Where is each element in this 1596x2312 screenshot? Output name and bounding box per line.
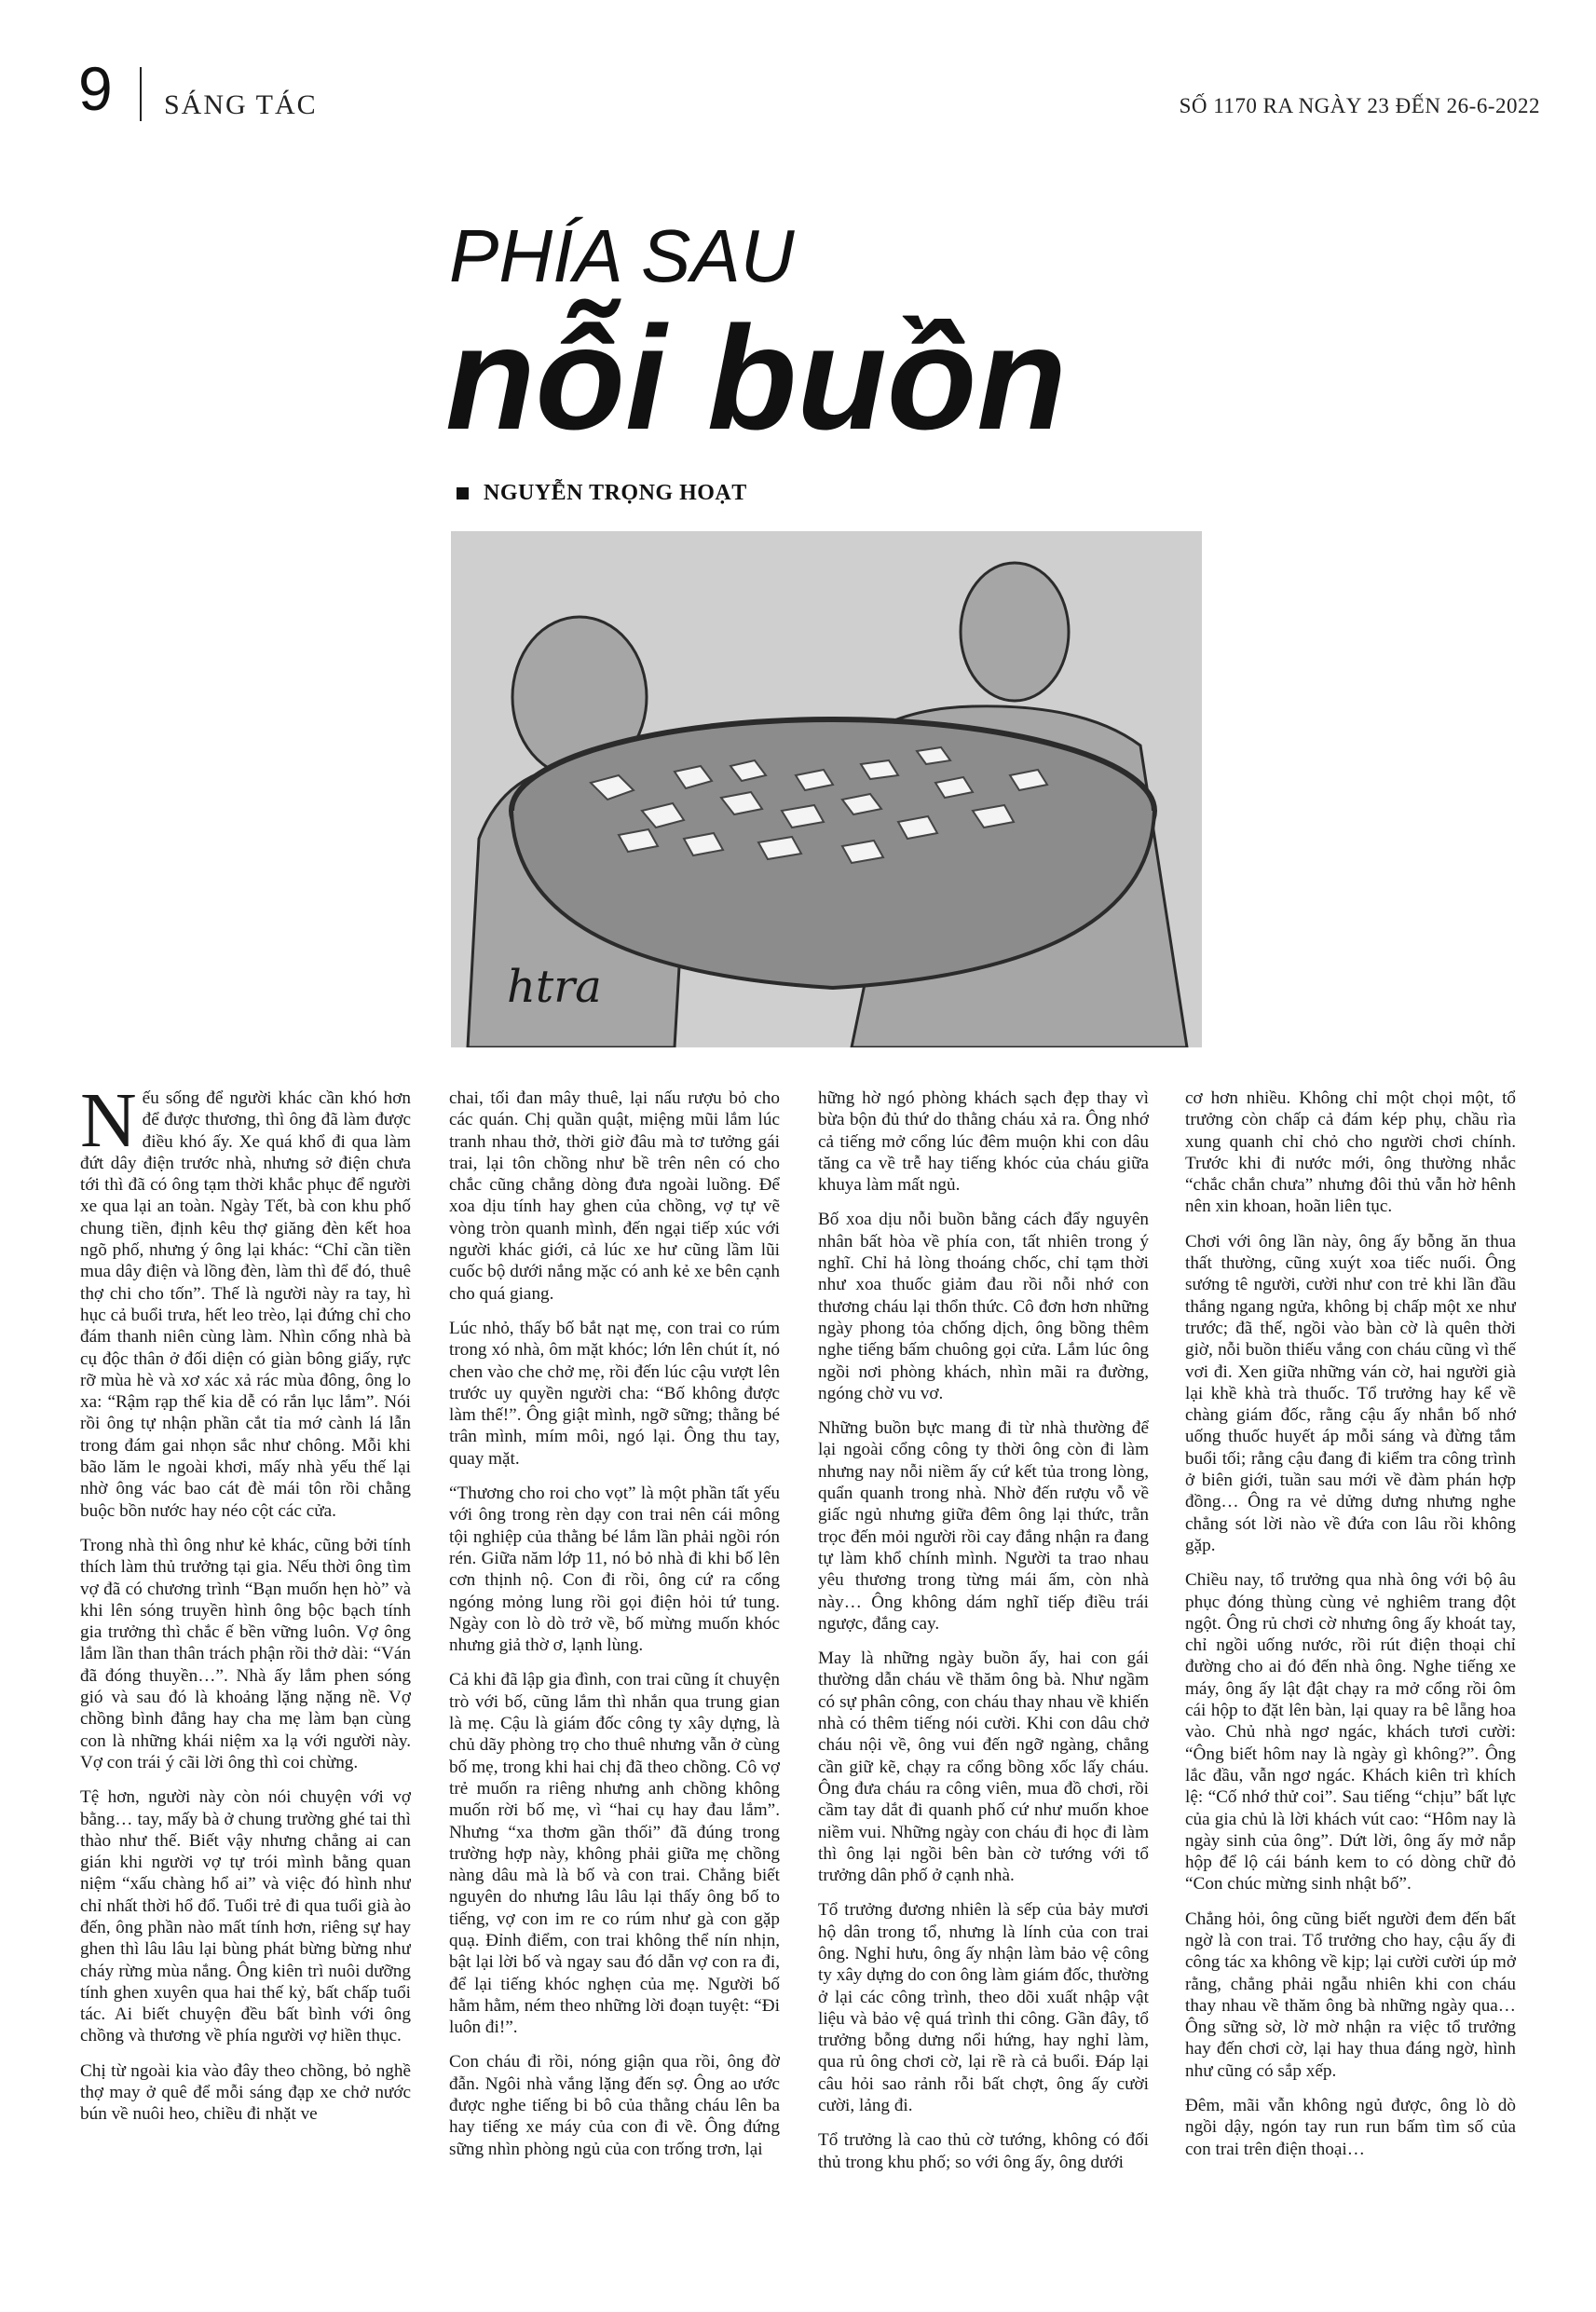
section-name: SÁNG TÁC	[164, 89, 318, 120]
byline-bullet-icon	[457, 487, 469, 499]
paragraph: Chơi với ông lần này, ông ấy bỗng ăn thua thất thường, cũng xuýt xoa tiếc nuối. Ông sướng tê người, cười như con trẻ khi lần đầu thắng ngang ngửa, không bị chấp một xe như trước; đã thế, ngồi vào bàn cờ là quên thời giờ, nỗi buồn thiếu vắng con cháu cũng vì thế vơi đi. Xen giữa những ván cờ, hai người già lại khề khà trà thuốc. Tổ trưởng hay kể về chàng giám đốc, rằng cậu ấy nhắn bố nhớ uống thuốc huyết áp mỗi sáng và đừng tắm buổi tối; rằng cậu đang đi kiểm tra công trình ở biên giới, tuần sau mới về đàm phán hợp đồng… Ông ra vẻ dửng dưng nhưng nghe chẳng sót lời nào về đứa con lâu rồi không gặp.	[1185, 1231, 1516, 1555]
paragraph: Bố xoa dịu nỗi buồn bằng cách đẩy nguyên nhân bất hòa về phía con, tất nhiên trong ý nghĩ. Chỉ hả lòng thoáng chốc, chỉ tạm thời như xoa thuốc giảm đau rồi nỗi nhớ con thương cháu lại thổn thức. Cô đơn hơn những ngày phong tỏa chống dịch, ông bồng thêm nghe tiếng bấm chuông gọi cửa. Lắm lúc ông ngồi nơi phòng khách, nhìn mãi ra đường, ngóng chờ vu vơ.	[818, 1210, 1149, 1403]
article-column-3	[818, 1088, 1149, 2269]
paragraph: Chiều nay, tổ trưởng qua nhà ông với bộ âu phục đóng thùng cùng vẻ nghiêm trang đột ngột. Ông rủ chơi cờ nhưng ông ấy khoát tay, chỉ ngồi uống nước, rồi rút điện thoại chỉ đường cho ai đó đến nhà ông. Nghe tiếng xe máy, ông ấy lật đật chạy ra mở cổng rồi ôm cái hộp to đặt lên bàn, lại quay ra bê lẵng hoa vào. Chủ nhà ngơ ngác, khách tươi cười: “Ông biết hôm nay là ngày gì không?”. Ông lắc đầu, vẫn ngơ ngác. Khách kiên trì khích lệ: “Cố nhớ thử coi”. Sau tiếng “chịu” bất lực của gia chủ là lời khách vút cao: “Hôm nay là ngày sinh của ông”. Dứt lời, ông ấy mở nắp hộp để lộ cái bánh kem to có dòng chữ đỏ “Con chúc mừng sinh nhật bố”.	[1185, 1570, 1516, 1895]
right-figure-head	[961, 563, 1069, 701]
header-divider	[140, 67, 142, 121]
article-illustration	[451, 531, 1202, 1047]
author-name: NGUYỄN TRỌNG HOẠT	[484, 481, 747, 505]
article-title-line-2: nỗi buồn	[445, 296, 1067, 460]
paragraph: cơ hơn nhiều. Không chỉ một chọi một, tổ trưởng còn chấp cả đám kép phụ, chầu rìa xung quanh chỉ chỏ cho người chơi chính. Trước khi đi nước mới, ông thường nhắc “chắc chắn chưa” nhưng đôi thủ vẫn hờ hênh nên xin khoan, hoãn liên tục.	[1185, 1088, 1516, 1217]
paragraph: Lúc nhỏ, thấy bố bắt nạt mẹ, con trai co rúm trong xó nhà, ôm mặt khóc; lớn lên chút ít, nó chen vào che chở mẹ, rồi đến lúc cậu vượt lên trước uy quyền người cha: “Bố không được làm thế!”. Ông giật mình, ngỡ sững; thằng bé trân mình, mím môi, ngó lại. Ông thu tay, quay mặt.	[449, 1318, 780, 1469]
paragraph: Tổ trưởng là cao thủ cờ tướng, không có đối thủ trong khu phố; so với ông ấy, ông dưới	[818, 2130, 1149, 2172]
paragraph: hững hờ ngó phòng khách sạch đẹp thay vì bừa bộn đủ thứ do thằng cháu xả ra. Ông nhớ cả tiếng mở cổng lúc đêm muộn khi con dâu tăng ca về trễ hay tiếng khóc của cháu giữa khuya làm mất ngủ.	[818, 1088, 1149, 1196]
paragraph: chai, tối đan mây thuê, lại nấu rượu bỏ cho các quán. Chị quần quật, miệng mũi lắm lúc tranh nhau thở, thời giờ đâu mà tơ tưởng gái trai, lại tôn chồng như bề trên nên có cho chắc cũng chẳng dòng đưa ngoài luồng. Để xoa dịu tính hay ghen của chồng, vợ tự vẽ vòng tròn quanh mình, đến ngại tiếp xúc với người khác giới, cả lúc xe hư cũng lầm lũi cuốc bộ dưới nắng mặc có anh kẻ xe bên cạnh cho quá giang.	[449, 1088, 780, 1304]
article-title-line-1: PHÍA SAU	[449, 214, 795, 297]
illustration-signature: htra	[507, 961, 602, 1013]
article-column-2	[449, 1088, 780, 2269]
byline	[457, 481, 747, 506]
paragraph: “Thương cho roi cho vọt” là một phần tất yếu với ông trong rèn dạy con trai nên cái mông tội nghiệp của thằng bé lắm lần phải ngồi rón rén. Giữa năm lớp 11, nó bỏ nhà đi khi bố lên cơn thịnh nộ. Con đi rồi, ông cứ ra cổng ngóng mỏng lung rồi gọi điện hỏi tứ tung. Ngày con lò dò trở về, bố mừng muốn khóc nhưng giả thờ ơ, lạnh lùng.	[449, 1484, 780, 1656]
paragraph: Cả khi đã lập gia đình, con trai cũng ít chuyện trò với bố, cũng lắm thì nhắn qua trung gian là mẹ. Cậu là giám đốc công ty xây dựng, là chủ dãy phòng trọ cho thuê nhưng vẫn ở cùng bố mẹ, trong khi hai chị đã theo chồng. Cô vợ trẻ muốn ra riêng nhưng anh chồng không muốn rời bố mẹ, vì “hai cụ hay đau lắm”. Nhưng “xa thơm gần thối” đã đúng trong trường hợp này, không phải giữa mẹ chồng nàng dâu mà là bố và con trai. Chẳng biết nguyên do nhưng lâu lâu lại thấy ông bố to tiếng, vợ con im re co rúm như gà con gặp quạ. Đỉnh điểm, con trai không thể nín nhịn, bật lại lời bố và ngay sau đó dẫn vợ con ra đi, để lại tiếng khóc nghẹn của mẹ. Người bố hằm hằm, ném theo những lời đoạn tuyệt: “Đi luôn đi!”.	[449, 1670, 780, 2038]
paragraph: Trong nhà thì ông như kẻ khác, cũng bởi tính thích làm thủ trưởng tại gia. Nếu thời ông tìm vợ đã có chương trình “Bạn muốn hẹn hò” và khi lên sóng truyền hình ông bộc bạch tính gia trưởng thì chắc ế bền vững luôn. Vợ ông lắm lần than thân trách phận rồi thở dài: “Ván đã đóng thuyền…”. Nhà ấy lắm phen sóng gió và sau đó là khoảng lặng nặng nề. Vợ chồng bình đẳng hay cha mẹ làm bạn cùng con là những khái niệm xa lạ với người này. Vợ con trái ý cãi lời ông thì coi chừng.	[80, 1535, 411, 1772]
issue-info: SỐ 1170 RA NGÀY 23 ĐẾN 26-6-2022	[1179, 94, 1540, 117]
illustration-drawing	[451, 531, 1202, 1047]
paragraph: Tổ trưởng đương nhiên là sếp của bảy mươi hộ dân trong tổ, nhưng là lính của con trai ông. Nghỉ hưu, ông ấy nhận làm bảo vệ công ty xây dựng do con ông làm giám đốc, thường ở lại các công trình, theo dõi xuất nhập vật liệu và bảo vệ quá trình thi công. Gần đây, tổ trưởng bỗng dưng nổi hứng, hay nghỉ làm, qua rủ ông chơi cờ, lại rề rà cả buổi. Đáp lại câu hỏi sao rảnh rỗi bất chợt, ông ấy cười cười, lảng đi.	[818, 1900, 1149, 2116]
paragraph: Chẳng hỏi, ông cũng biết người đem đến bất ngờ là con trai. Tổ trưởng cho hay, cậu ấy đi công tác xa không về kịp; lại cười cười úp mở rằng, chẳng phải ngẫu nhiên khi con cháu thay nhau về thăm ông bà những ngày qua… Ông sững sờ, lờ mờ nhận ra việc tổ trưởng hay đến chơi cờ, lại hay thua đáng ngờ, hình như cũng có sắp xếp.	[1185, 1908, 1516, 2081]
paragraph: May là những ngày buồn ấy, hai con gái thường dẫn cháu về thăm ông bà. Như ngầm có sự phân công, con cháu thay nhau về khiến nhà có thêm tiếng nói cười. Khi con dâu chở cháu nội về, ông vui đến ngỡ ngàng, chẳng cần giữ kẽ, chạy ra cổng bồng xốc lấy cháu. Ông đưa cháu ra công viên, mua đồ chơi, rồi cầm tay dắt đi quanh phố cứ như muốn khoe niềm vui. Những ngày con cháu đi học đi làm thì ông lại ngồi bên bàn cờ tướng với tổ trưởng dân phố ở cạnh nhà.	[818, 1648, 1149, 1886]
paragraph: Nếu sống để người khác cần khó hơn để được thương, thì ông đã làm được điều khó ấy. Xe quá khổ đi qua làm đứt dây điện trước nhà, nhưng sở điện chưa tới thì đã có ông tạm thời khắc phục để người xe qua lại an toàn. Ngày Tết, bà con khu phố chung tiền, định kêu thợ giăng đèn kết hoa ngõ phố, nhưng ý ông lại khác: “Chỉ cần tiền mua dây điện và lồng đèn, làm thì để đó, thuê thợ chi cho tốn”. Thế là người này ra tay, hì hục cả buổi trưa, hết leo trèo, lại đứng chỉ cho đám thanh niên cùng làm. Nhìn cổng nhà bà cụ độc thân ở đối diện có giàn bông giấy, rực rỡ mùa hè và xơ xác xả rác mùa đông, ông lo xa: “Rậm rạp thế kia dễ có rắn lục lắm”. Nói rồi ông tự nhận phần cắt tỉa mớ cành lá lẫn trong đám gai nhọn sắc như chông. Mỗi khi bão lăm le ngoài khơi, mấy nhà yếu thế lại nhờ ông vác bao cát đè mái tôn rồi chằng buộc bồn nước hay néo cột các cửa.	[80, 1088, 411, 1521]
article-column-1	[80, 1088, 411, 2269]
article-column-4	[1185, 1088, 1516, 2269]
drop-cap: N	[80, 1088, 137, 1164]
paragraph: Chị từ ngoài kia vào đây theo chồng, bỏ nghề thợ may ở quê để mỗi sáng đạp xe chở nước bún về nuôi heo, chiều đi nhặt ve	[80, 2060, 411, 2125]
page-number: 9	[78, 54, 113, 123]
paragraph: Những buồn bực mang đi từ nhà thường để lại ngoài cổng công ty thời ông còn đi làm nhưng nay nỗi niềm ấy cứ kết tủa trong lòng, quẩn quanh trong nhà. Nhờ đến rượu vỗ về giấc ngủ nhưng giữa đêm ông lại thức, trằn trọc đến mỏi người rồi cay đắng nhận ra đang tự làm khổ chính mình. Người ta trao nhau yêu thương trong từng mái ấm, còn nhà này… Ông không dám nghĩ tiếp điều trái ngược, đắng cay.	[818, 1418, 1149, 1634]
paragraph: Tệ hơn, người này còn nói chuyện với vợ bằng… tay, mấy bà ở chung trường ghé tai thì thào như thế. Biết vậy nhưng chẳng ai can gián khi người vợ tự trói mình bằng quan niệm “xấu chàng hổ ai” và việc đó hình như chỉ nhất thời hổ đổ. Tuổi trẻ đi qua tuổi già ào đến, ông phần nào mất tính hơn, riêng sự hay ghen thì lâu lâu lại bùng phát bừng bừng như cháy rừng mùa nắng. Ông kiên trì nuôi dưỡng tính ghen xuyên qua hai thế kỷ, bất chấp tuổi tác. Ai biết chuyện đều bất bình với ông chồng và thương về phía người vợ hiền thục.	[80, 1787, 411, 2046]
paragraph: Con cháu đi rồi, nóng giận qua rồi, ông đờ đẫn. Ngôi nhà vắng lặng đến sợ. Ông ao ước được nghe tiếng bi bô của thằng cháu lên ba hay tiếng xe máy của con đi về. Ông đứng sững nhìn phòng ngủ của con trống trơn, lại	[449, 2052, 780, 2159]
paragraph: Đêm, mãi vẫn không ngủ được, ông lò dò ngồi dậy, ngón tay run run bấm tìm số của con trai trên điện thoại…	[1185, 2096, 1516, 2159]
